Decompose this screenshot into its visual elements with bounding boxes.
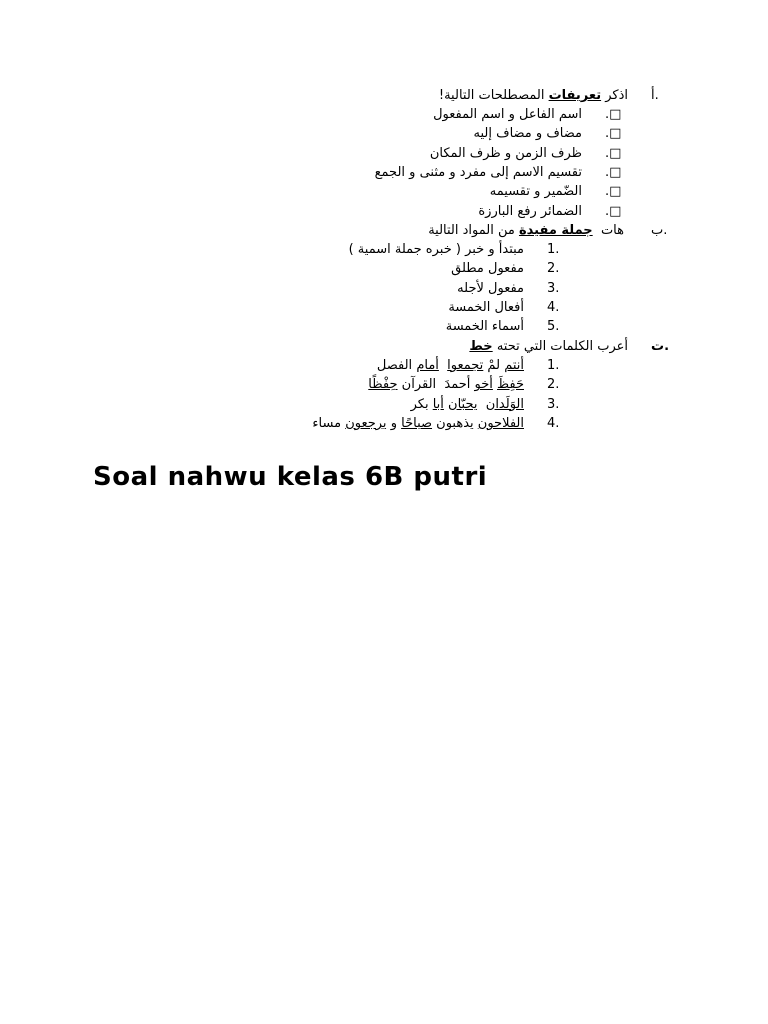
plain-text: و [386,415,402,431]
plain-text [439,358,447,373]
underlined-word: الوَلَدان [485,396,524,412]
item-number: 4. [547,299,560,315]
heading-text: أعرب الكلمات التي تحته [496,339,628,354]
underlined-word: أمام [416,358,439,373]
heading-text: اذكر [605,88,628,103]
plain-text: مساء [312,415,346,431]
underlined-word: أنتم [504,358,524,373]
section-t-marker: ت. [651,339,670,354]
underlined-word: أخو [474,377,493,393]
section-t-heading [469,337,628,356]
section-a-heading [439,86,628,105]
item-number: 1. [547,358,560,373]
page-title: Soal nahwu kelas 6B putri [93,462,488,492]
list-item [312,414,524,433]
list-item: مبتدأ و خبر ( خبره جملة اسمية ) [348,242,524,257]
list-item: أسماء الخمسة [445,319,524,335]
list-item [411,395,524,414]
plain-text [478,397,486,412]
underlined-word: الفلاحون [477,415,524,431]
list-item: الضّمير و تقسيمه [489,184,582,200]
list-item: مفعول لأجله [457,280,524,296]
list-item: اسم الفاعل و اسم المفعول [433,107,582,122]
section-b-heading [428,221,624,240]
bullet-marker: .□ [605,145,622,161]
plain-text: يذهبون [432,415,478,431]
item-number: 3. [547,280,560,296]
plain-text: لمْ [483,358,505,373]
underlined-word: يرجعون [345,415,387,431]
underlined-word: حِفْظًا [368,377,398,393]
heading-key-term: خط [469,339,493,354]
bullet-marker: .□ [605,126,622,142]
section-b-marker: ب. [651,223,668,238]
underlined-word: يحبّان [448,396,478,412]
section-a-marker: أ. [651,88,659,103]
plain-text: الفصل [376,358,417,373]
heading-text: المصطلحات التالية! [438,88,545,103]
plain-text: أحمدَ القرآن [397,377,475,393]
bullet-marker: .□ [605,184,622,200]
item-number: 1. [547,242,560,257]
list-item [368,375,524,394]
item-number: 5. [547,319,560,335]
item-number: 3. [547,396,560,412]
plain-text: بكر [410,396,433,412]
list-item: مضاف و مضاف إليه [473,126,582,142]
heading-text: من المواد التالية [428,223,515,238]
list-item: الضمائر رفع البارزة [478,203,582,219]
list-item: أفعال الخمسة [448,299,524,315]
underlined-word: تجمعوا [447,358,484,373]
underlined-word: حَفِظَ [497,377,524,393]
heading-key-term: جملة مفيدة [518,223,593,238]
bullet-marker: .□ [605,203,622,219]
list-item [377,356,524,375]
underlined-word: أبا [432,396,444,412]
heading-text: هات [600,223,624,238]
bullet-marker: .□ [605,107,622,122]
list-item: تقسيم الاسم إلى مفرد و مثنى و الجمع [374,164,582,180]
item-number: 4. [547,415,560,431]
list-item: ظرف الزمن و ظرف المكان [429,145,582,161]
heading-key-term: تعريفات [548,88,602,103]
bullet-marker: .□ [605,164,622,180]
list-item: مفعول مطلق [451,261,524,277]
item-number: 2. [547,377,560,393]
underlined-word: صباحًا [401,415,433,431]
item-number: 2. [547,261,560,277]
